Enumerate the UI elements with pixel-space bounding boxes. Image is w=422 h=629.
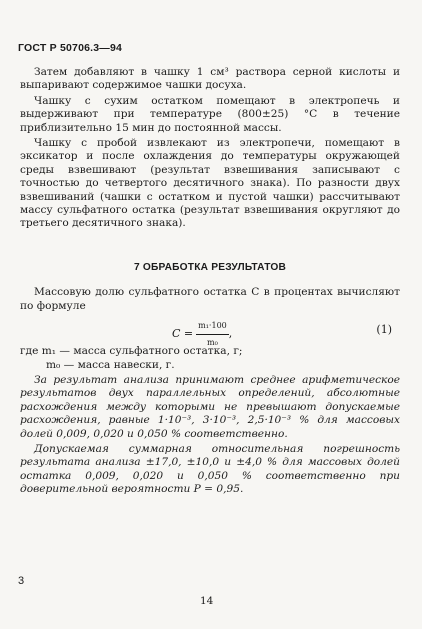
paragraph: Затем добавляют в чашку 1 см³ раствора серной кислоты и выпаривают содержимое чашки досуха. — [20, 66, 400, 92]
body-text — [20, 66, 400, 497]
italic-paragraph: За результат анализа принимают среднее арифметическое результатов двух параллельных определений, абсолютные расхождения между которыми не превышают допускаемые расхождения, равные 1·10⁻³, 3·10⁻³, 2,5·10⁻³ % для массовых долей 0,009, 0,020 и 0,050 % соответственно. — [20, 373, 400, 440]
page-number: 14 — [200, 595, 214, 607]
formula-lhs: C = — [172, 327, 194, 341]
formula-row — [20, 315, 400, 345]
formula-intro: Массовую долю сульфатного остатка C в процентах вычисляют по формуле — [20, 286, 400, 312]
where-line: где m₁ — масса сульфатного остатка, г; — [20, 345, 243, 358]
equation-number: (1) — [376, 323, 392, 337]
formula-fraction — [196, 319, 229, 349]
margin-mark: 3 — [18, 575, 25, 587]
formula-tail: , — [228, 327, 233, 341]
document-header: ГОСТ Р 50706.3—94 — [18, 42, 123, 54]
section-title: 7 ОБРАБОТКА РЕЗУЛЬТАТОВ — [133, 261, 287, 273]
formula — [172, 319, 232, 349]
italic-paragraph: Допускаемая суммарная относительная погрешность результата анализа ±17,0, ±10,0 и ±4,0 % для массовых долей остатка 0,009, 0,020 и 0,050 % соответственно при доверительной вероятности P = 0,95. — [20, 442, 400, 496]
formula-denominator: m₀ — [207, 337, 218, 347]
formula-numerator: m₁·100 — [196, 319, 229, 334]
paragraph: Чашку с сухим остатком помещают в электропечь и выдерживают при температуре (800±25) °С в течение приблизительно 15 мин до постоянной массы. — [20, 94, 400, 134]
where-line: m₀ — масса навески, г. — [46, 358, 175, 371]
paragraph: Чашку с пробой извлекают из электропечи, помещают в эксикатор и после охлаждения до температуры окружающей среды взвешивают (результат взвешивания записывают с точностью до четвертого десятичного знака). По разности двух взвешиваний (чашки с остатком и пустой чашки) рассчитывают массу сульфатного остатка (результат взвешивания округляют до третьего десятичного знака). — [20, 137, 400, 230]
